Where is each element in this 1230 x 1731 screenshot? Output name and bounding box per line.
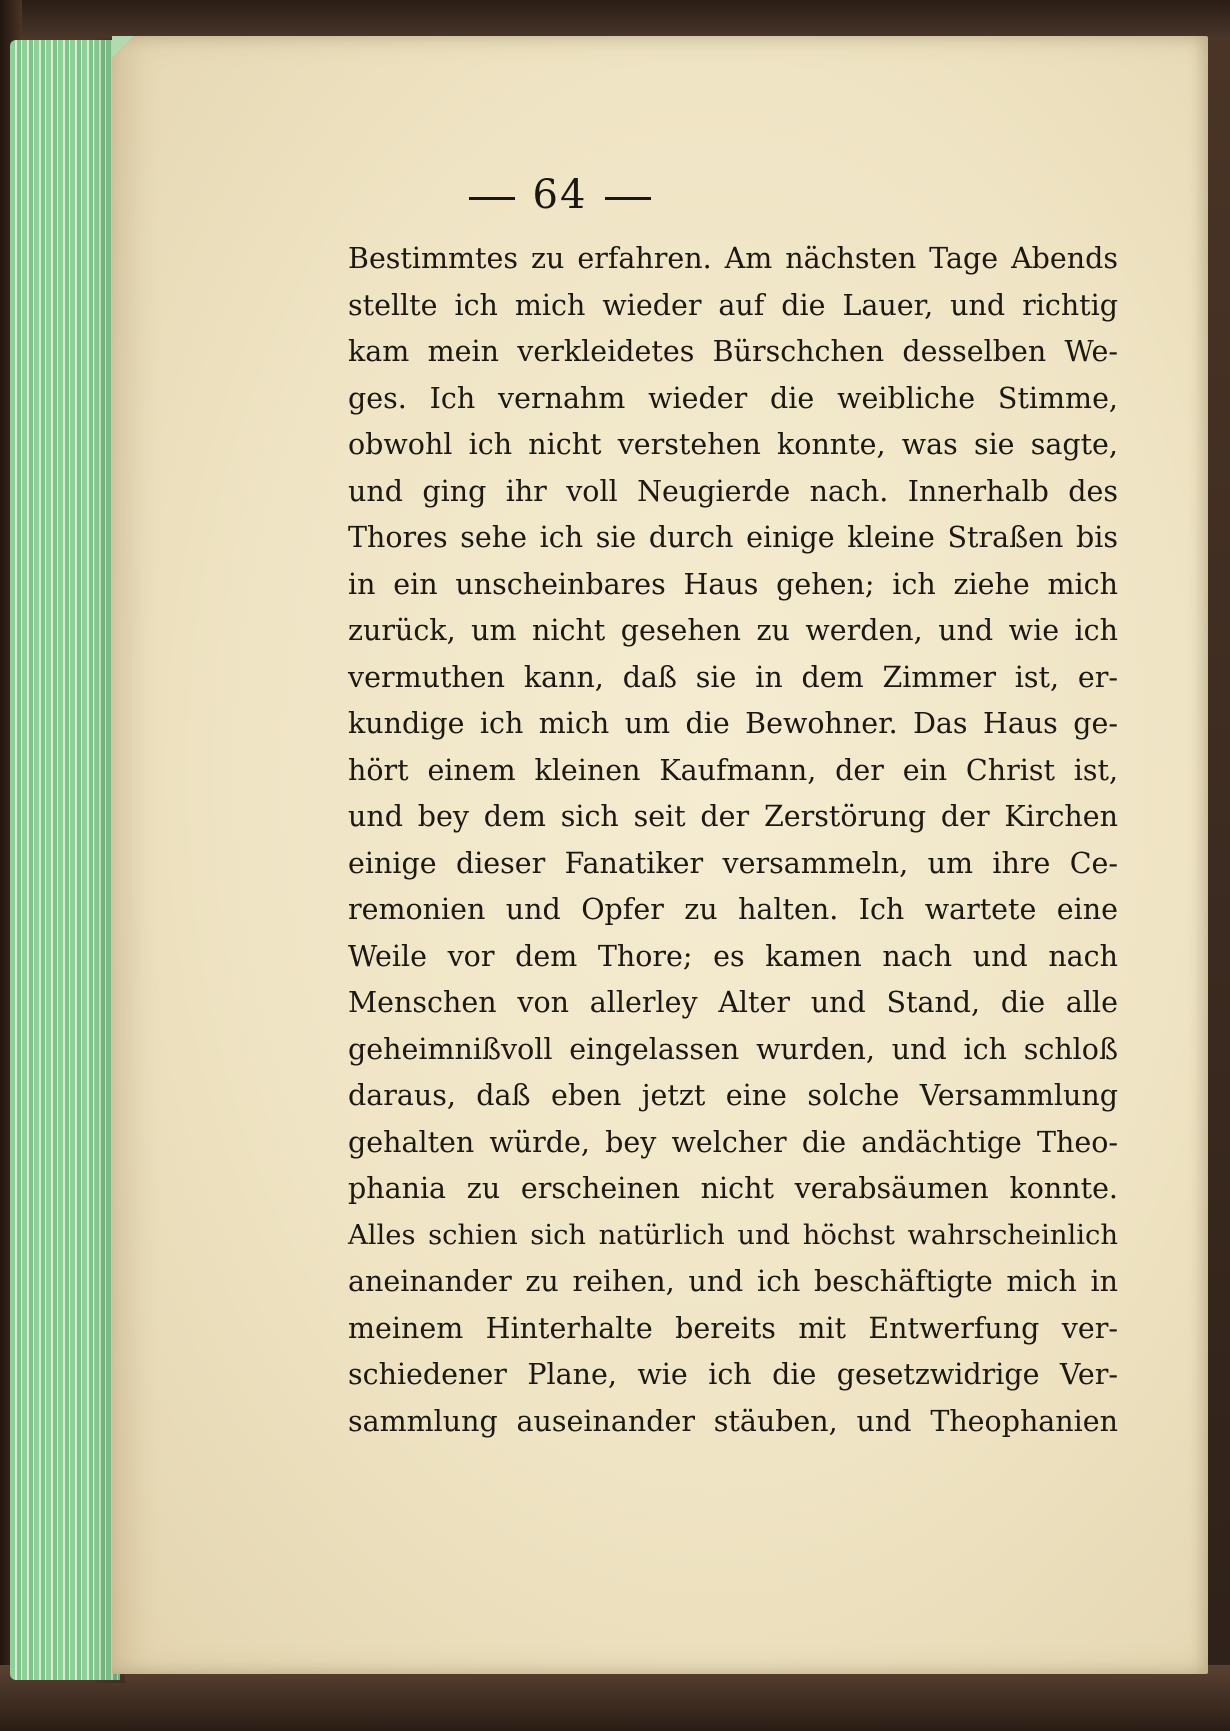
text-line: kundige ich mich um die Bewohner. Das Haus ge- bbox=[348, 707, 1118, 740]
text-line: Thores sehe ich sie durch einige kleine Straßen bis bbox=[348, 521, 1118, 554]
text-line: Alles schien sich natürlich und höchst wahrscheinlich bbox=[348, 1219, 1118, 1251]
text-line: geheimnißvoll eingelassen wurden, und ich schloß bbox=[348, 1032, 1118, 1066]
text-line: daraus, daß eben jetzt eine solche Versammlung bbox=[348, 1079, 1118, 1112]
text-line: und bey dem sich seit der Zerstörung der Kirchen bbox=[348, 800, 1118, 833]
page-number bbox=[410, 172, 710, 218]
text-line: Weile vor dem Thore; es kamen nach und nach bbox=[348, 939, 1118, 973]
text-line: Menschen von allerley Alter und Stand, die alle bbox=[348, 986, 1118, 1019]
text-line: aneinander zu reihen, und ich beschäftigte mich in bbox=[348, 1265, 1118, 1298]
text-line: remonien und Opfer zu halten. Ich wartete eine bbox=[348, 893, 1118, 926]
text-line: einige dieser Fanatiker versammeln, um ihre Ce- bbox=[348, 846, 1118, 880]
text-line: phania zu erscheinen nicht verabsäumen konnte. bbox=[348, 1172, 1118, 1205]
cover-board-top bbox=[0, 0, 1230, 40]
text-line: stellte ich mich wieder auf die Lauer, und richtig bbox=[348, 288, 1118, 322]
text-line: Bestimmtes zu erfahren. Am nächsten Tage Abends bbox=[348, 242, 1118, 275]
text-line: meinem Hinterhalte bereits mit Entwerfung ver- bbox=[348, 1311, 1118, 1345]
text-line: zurück, um nicht gesehen zu werden, und wie ich bbox=[348, 614, 1118, 647]
text-line: obwohl ich nicht verstehen konnte, was sie sagte, bbox=[348, 428, 1118, 461]
text-line: und ging ihr voll Neugierde nach. Innerhalb des bbox=[348, 474, 1118, 508]
text-line: ges. Ich vernahm wieder die weibliche Stimme, bbox=[348, 381, 1118, 415]
text-line: vermuthen kann, daß sie in dem Zimmer ist, er- bbox=[348, 660, 1118, 694]
text-line: in ein unscheinbares Haus gehen; ich ziehe mich bbox=[348, 567, 1118, 601]
page-number-dash-right bbox=[605, 197, 651, 200]
page-corner-fold bbox=[112, 36, 134, 58]
page-number-value: 64 bbox=[532, 172, 588, 218]
text-line: schiedener Plane, wie ich die gesetzwidrige Ver- bbox=[348, 1358, 1118, 1391]
cover-board-bottom bbox=[0, 1665, 1230, 1731]
text-line: gehalten würde, bey welcher die andächtige Theo- bbox=[348, 1125, 1118, 1159]
page-number-dash-left bbox=[469, 197, 515, 200]
text-line: hört einem kleinen Kaufmann, der ein Christ ist, bbox=[348, 753, 1118, 787]
text-line: kam mein verkleidetes Bürschchen desselben We- bbox=[348, 335, 1118, 368]
text-line: sammlung auseinander stäuben, und Theophanien bbox=[348, 1404, 1118, 1438]
body-text bbox=[348, 236, 1118, 1445]
